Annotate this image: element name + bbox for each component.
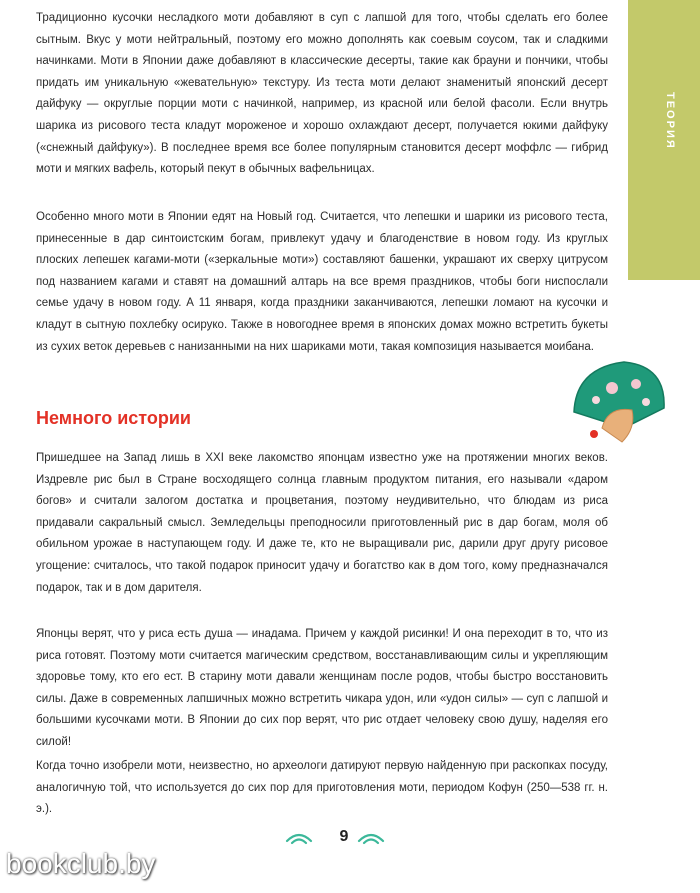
- paragraph-new-year: Особенно много моти в Японии едят на Новый год. Считается, что лепешки и шарики из рисового теста, принесенные в дар синтоистским богам, привлекут удачу и благоденствие в новом году. Из круглых плоских лепешек кагами-моти («зеркальные моти») составляют башенки, украшают их сверху цитрусом под названием кагами и ставят на домашний алтарь на все время праздников, чтобы боги ниспослали семье удачу в новом году. А 11 января, когда праздники заканчиваются, лепешки ломают на кусочки и кладут в сытную похлебку осируко. Также в новогоднее время в японских домах можно встретить букеты из сухих веток деревьев с нанизанными на них шариками моти, такая композиция называется моибана.: [36, 211, 608, 353]
- paragraph-mochi-usage: Традиционно кусочки несладкого моти добавляют в суп с лапшой для того, чтобы сделать его более сытным. Вкус у моти нейтральный, поэтому его можно дополнять как соевым соусом, так и сладкими начинками. Моти в Японии даже добавляют в классические десерты, такие как брауни и пончики, чтобы придать им уникальную «жевательную» текстуру. Из теста моти делают знаменитый японский десерт дайфуку — округлые порции моти с начинкой, например, из красной или белой фасоли. Если внутрь шарика из рисового теста кладут мороженое и хорошо охлаждают десерт, получается юкими дайфуку («снежный дайфуку»). В последнее время все более популярным становится десерт моффлс — гибрид моти и мягких вафель, который пекут в обычных вафельницах.: [36, 12, 608, 176]
- paragraph-rice-soul: Японцы верят, что у риса есть душа — инадама. Причем у каждой рисинки! И она переходит в то, что из риса готовят. Поэтому моти считается магическим средством, восстанавливающим силы и укрепляющим здоровье тому, кто его ест. В старину моти давали женщинам после родов, чтобы быстро восстановить силы. Даже в современных лапшичных можно встретить чикара удон, или «удон силы» — суп с лапшой и большими кусочками моти. В Японии до сих пор верят, что рис отдает человеку свою душу, наделяя его силой!: [36, 628, 608, 748]
- section-tab: [628, 0, 700, 280]
- folding-fan-illustration: [566, 358, 670, 450]
- watermark: bookclub.by: [6, 848, 156, 879]
- wave-icon: [284, 826, 314, 846]
- page-number: 9: [339, 828, 349, 845]
- paragraph-mochi-origin: Когда точно изобрели моти, неизвестно, но археологи датируют первую найденную при раскопках посуду, аналогичную той, что используется до сих пор для приготовления моти, периодом Кофун (250—538 гг. н. э.).: [36, 760, 608, 816]
- section-heading-history: Немного истории: [36, 408, 191, 428]
- paragraph-history-rice: Пришедшее на Запад лишь в XXI веке лакомство японцам известно уже на протяжении многих веков. Издревле рис был в Стране восходящего солнца главным продуктом питания, его называли «даром богов» и считали залогом достатка и процветания, поэтому неудивительно, что блюдам из риса придавали сакральный смысл. Земледельцы преподносили приготовленный рис в дар богам, моля об обильном урожае в наступающем году. И даже те, кто не выращивали рис, дарили друг другу рисовое угощение: считалось, что такой подарок приносит удачу и богатство как в дом того, кому предназначался подарок, так и в дом дарителя.: [36, 452, 608, 594]
- section-tab-label: ТЕОРИЯ: [664, 92, 676, 150]
- wave-icon: [356, 826, 386, 846]
